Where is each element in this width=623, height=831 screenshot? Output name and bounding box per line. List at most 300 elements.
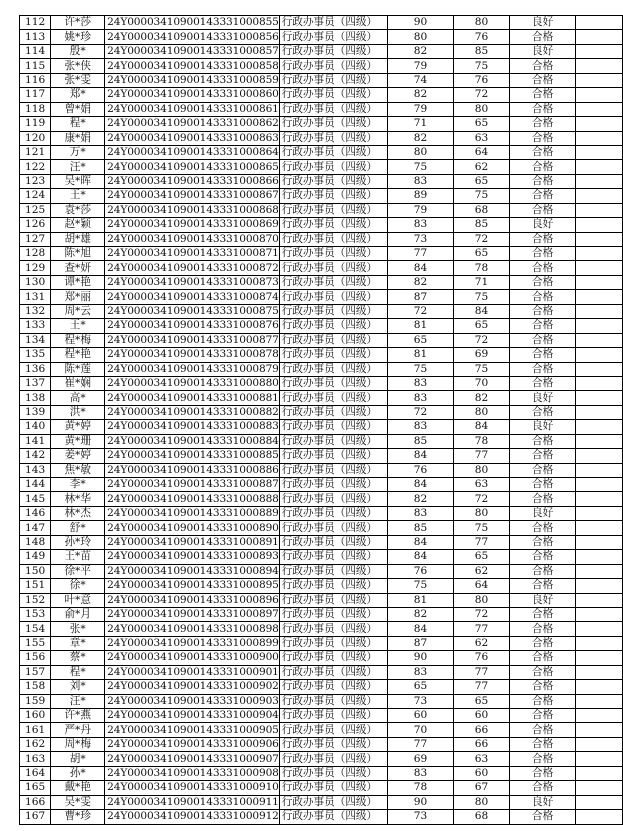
- serial-cell: 145: [20, 492, 51, 506]
- certificate-number-cell: 24Y00003410900143331000899: [105, 636, 280, 650]
- theory-score-cell: 80: [388, 145, 454, 159]
- name-cell: 李*: [51, 478, 105, 492]
- theory-score-cell: 90: [388, 16, 454, 30]
- certificate-number-cell: 24Y00003410900143331000861: [105, 102, 280, 116]
- certificate-number-cell: 24Y00003410900143331000870: [105, 232, 280, 246]
- remark-cell: [576, 117, 623, 131]
- grade-cell: 合格: [509, 636, 576, 650]
- score-table: [19, 15, 623, 825]
- table-row: [20, 145, 623, 159]
- certificate-number-cell: 24Y00003410900143331000877: [105, 333, 280, 347]
- table-row: [20, 304, 623, 318]
- certificate-number-cell: 24Y00003410900143331000876: [105, 319, 280, 333]
- certificate-number-cell: 24Y00003410900143331000895: [105, 579, 280, 593]
- theory-score-cell: 87: [388, 636, 454, 650]
- grade-cell: 合格: [509, 131, 576, 145]
- remark-cell: [576, 680, 623, 694]
- grade-cell: 合格: [509, 709, 576, 723]
- occupation-level-cell: 行政办事员（四级）: [279, 203, 387, 217]
- occupation-level-cell: 行政办事员（四级）: [279, 564, 387, 578]
- remark-cell: [576, 333, 623, 347]
- remark-cell: [576, 16, 623, 30]
- theory-score-cell: 65: [388, 680, 454, 694]
- score-table-body: [20, 16, 623, 825]
- theory-score-cell: 76: [388, 463, 454, 477]
- occupation-level-cell: 行政办事员（四级）: [279, 73, 387, 87]
- serial-cell: 139: [20, 405, 51, 419]
- theory-score-cell: 71: [388, 117, 454, 131]
- practical-score-cell: 78: [454, 261, 510, 275]
- serial-cell: 137: [20, 376, 51, 390]
- remark-cell: [576, 189, 623, 203]
- table-row: [20, 160, 623, 174]
- name-cell: 蔡*: [51, 651, 105, 665]
- theory-score-cell: 84: [388, 622, 454, 636]
- serial-cell: 141: [20, 434, 51, 448]
- occupation-level-cell: 行政办事员（四级）: [279, 131, 387, 145]
- practical-score-cell: 77: [454, 622, 510, 636]
- certificate-number-cell: 24Y00003410900143331000872: [105, 261, 280, 275]
- serial-cell: 165: [20, 781, 51, 795]
- table-row: [20, 261, 623, 275]
- certificate-number-cell: 24Y00003410900143331000911: [105, 795, 280, 809]
- name-cell: 林*杰: [51, 506, 105, 520]
- occupation-level-cell: 行政办事员（四级）: [279, 622, 387, 636]
- serial-cell: 124: [20, 189, 51, 203]
- occupation-level-cell: 行政办事员（四级）: [279, 737, 387, 751]
- name-cell: 曹*珍: [51, 810, 105, 824]
- theory-score-cell: 75: [388, 362, 454, 376]
- theory-score-cell: 83: [388, 420, 454, 434]
- name-cell: 严*丹: [51, 723, 105, 737]
- remark-cell: [576, 492, 623, 506]
- remark-cell: [576, 723, 623, 737]
- remark-cell: [576, 160, 623, 174]
- name-cell: 舒*: [51, 521, 105, 535]
- serial-cell: 151: [20, 579, 51, 593]
- serial-cell: 115: [20, 59, 51, 73]
- remark-cell: [576, 521, 623, 535]
- remark-cell: [576, 752, 623, 766]
- name-cell: 殷*: [51, 44, 105, 58]
- certificate-number-cell: 24Y00003410900143331000869: [105, 218, 280, 232]
- grade-cell: 合格: [509, 73, 576, 87]
- table-row: [20, 434, 623, 448]
- name-cell: 程*艳: [51, 348, 105, 362]
- name-cell: 赵*颖: [51, 218, 105, 232]
- serial-cell: 132: [20, 304, 51, 318]
- practical-score-cell: 71: [454, 275, 510, 289]
- theory-score-cell: 87: [388, 290, 454, 304]
- name-cell: 郑*丽: [51, 290, 105, 304]
- theory-score-cell: 83: [388, 376, 454, 390]
- table-row: [20, 30, 623, 44]
- occupation-level-cell: 行政办事员（四级）: [279, 593, 387, 607]
- theory-score-cell: 81: [388, 319, 454, 333]
- practical-score-cell: 75: [454, 521, 510, 535]
- grade-cell: 合格: [509, 88, 576, 102]
- theory-score-cell: 83: [388, 391, 454, 405]
- certificate-number-cell: 24Y00003410900143331000864: [105, 145, 280, 159]
- table-row: [20, 333, 623, 347]
- remark-cell: [576, 550, 623, 564]
- theory-score-cell: 84: [388, 535, 454, 549]
- occupation-level-cell: 行政办事员（四级）: [279, 218, 387, 232]
- grade-cell: 合格: [509, 781, 576, 795]
- name-cell: 万*: [51, 145, 105, 159]
- table-row: [20, 102, 623, 116]
- certificate-number-cell: 24Y00003410900143331000855: [105, 16, 280, 30]
- theory-score-cell: 72: [388, 405, 454, 419]
- theory-score-cell: 73: [388, 810, 454, 824]
- occupation-level-cell: 行政办事员（四级）: [279, 766, 387, 780]
- certificate-number-cell: 24Y00003410900143331000881: [105, 391, 280, 405]
- certificate-number-cell: 24Y00003410900143331000901: [105, 665, 280, 679]
- theory-score-cell: 81: [388, 593, 454, 607]
- practical-score-cell: 77: [454, 449, 510, 463]
- certificate-number-cell: 24Y00003410900143331000880: [105, 376, 280, 390]
- serial-cell: 112: [20, 16, 51, 30]
- serial-cell: 150: [20, 564, 51, 578]
- theory-score-cell: 83: [388, 218, 454, 232]
- remark-cell: [576, 376, 623, 390]
- serial-cell: 164: [20, 766, 51, 780]
- grade-cell: 良好: [509, 506, 576, 520]
- theory-score-cell: 77: [388, 247, 454, 261]
- occupation-level-cell: 行政办事员（四级）: [279, 391, 387, 405]
- table-row: [20, 376, 623, 390]
- table-row: [20, 232, 623, 246]
- certificate-number-cell: 24Y00003410900143331000868: [105, 203, 280, 217]
- table-row: [20, 290, 623, 304]
- certificate-number-cell: 24Y00003410900143331000875: [105, 304, 280, 318]
- grade-cell: 合格: [509, 145, 576, 159]
- table-row: [20, 521, 623, 535]
- practical-score-cell: 80: [454, 102, 510, 116]
- theory-score-cell: 90: [388, 651, 454, 665]
- name-cell: 陈*莲: [51, 362, 105, 376]
- serial-cell: 122: [20, 160, 51, 174]
- name-cell: 汪*: [51, 160, 105, 174]
- name-cell: 查*妍: [51, 261, 105, 275]
- theory-score-cell: 90: [388, 795, 454, 809]
- serial-cell: 152: [20, 593, 51, 607]
- name-cell: 孙*: [51, 766, 105, 780]
- occupation-level-cell: 行政办事员（四级）: [279, 810, 387, 824]
- grade-cell: 良好: [509, 16, 576, 30]
- certificate-number-cell: 24Y00003410900143331000866: [105, 174, 280, 188]
- serial-cell: 144: [20, 478, 51, 492]
- practical-score-cell: 75: [454, 189, 510, 203]
- remark-cell: [576, 304, 623, 318]
- grade-cell: 良好: [509, 795, 576, 809]
- grade-cell: 合格: [509, 232, 576, 246]
- practical-score-cell: 60: [454, 709, 510, 723]
- practical-score-cell: 80: [454, 506, 510, 520]
- name-cell: 郑*: [51, 88, 105, 102]
- remark-cell: [576, 434, 623, 448]
- occupation-level-cell: 行政办事员（四级）: [279, 694, 387, 708]
- theory-score-cell: 80: [388, 30, 454, 44]
- theory-score-cell: 60: [388, 709, 454, 723]
- grade-cell: 良好: [509, 391, 576, 405]
- table-row: [20, 117, 623, 131]
- name-cell: 黄*珊: [51, 434, 105, 448]
- remark-cell: [576, 449, 623, 463]
- theory-score-cell: 72: [388, 304, 454, 318]
- grade-cell: 合格: [509, 535, 576, 549]
- grade-cell: 合格: [509, 694, 576, 708]
- remark-cell: [576, 622, 623, 636]
- table-row: [20, 752, 623, 766]
- serial-cell: 134: [20, 333, 51, 347]
- table-row: [20, 651, 623, 665]
- practical-score-cell: 85: [454, 44, 510, 58]
- remark-cell: [576, 218, 623, 232]
- grade-cell: 合格: [509, 622, 576, 636]
- serial-cell: 149: [20, 550, 51, 564]
- serial-cell: 162: [20, 737, 51, 751]
- theory-score-cell: 75: [388, 579, 454, 593]
- practical-score-cell: 65: [454, 174, 510, 188]
- practical-score-cell: 84: [454, 420, 510, 434]
- remark-cell: [576, 636, 623, 650]
- grade-cell: 合格: [509, 680, 576, 694]
- certificate-number-cell: 24Y00003410900143331000871: [105, 247, 280, 261]
- certificate-number-cell: 24Y00003410900143331000902: [105, 680, 280, 694]
- certificate-number-cell: 24Y00003410900143331000907: [105, 752, 280, 766]
- grade-cell: 良好: [509, 44, 576, 58]
- name-cell: 程*: [51, 665, 105, 679]
- certificate-number-cell: 24Y00003410900143331000858: [105, 59, 280, 73]
- grade-cell: 合格: [509, 651, 576, 665]
- grade-cell: 合格: [509, 550, 576, 564]
- name-cell: 孙*玲: [51, 535, 105, 549]
- practical-score-cell: 64: [454, 579, 510, 593]
- theory-score-cell: 82: [388, 275, 454, 289]
- remark-cell: [576, 564, 623, 578]
- grade-cell: 合格: [509, 737, 576, 751]
- table-row: [20, 16, 623, 30]
- practical-score-cell: 65: [454, 117, 510, 131]
- name-cell: 谭*艳: [51, 275, 105, 289]
- grade-cell: 良好: [509, 420, 576, 434]
- remark-cell: [576, 420, 623, 434]
- table-row: [20, 579, 623, 593]
- name-cell: 康*娟: [51, 131, 105, 145]
- serial-cell: 113: [20, 30, 51, 44]
- grade-cell: 合格: [509, 362, 576, 376]
- grade-cell: 合格: [509, 102, 576, 116]
- theory-score-cell: 74: [388, 73, 454, 87]
- occupation-level-cell: 行政办事员（四级）: [279, 275, 387, 289]
- serial-cell: 142: [20, 449, 51, 463]
- grade-cell: 合格: [509, 30, 576, 44]
- grade-cell: 合格: [509, 304, 576, 318]
- grade-cell: 合格: [509, 203, 576, 217]
- remark-cell: [576, 261, 623, 275]
- occupation-level-cell: 行政办事员（四级）: [279, 88, 387, 102]
- practical-score-cell: 64: [454, 145, 510, 159]
- name-cell: 姚*珍: [51, 30, 105, 44]
- grade-cell: 合格: [509, 449, 576, 463]
- remark-cell: [576, 73, 623, 87]
- occupation-level-cell: 行政办事员（四级）: [279, 651, 387, 665]
- serial-cell: 126: [20, 218, 51, 232]
- occupation-level-cell: 行政办事员（四级）: [279, 463, 387, 477]
- table-row: [20, 189, 623, 203]
- remark-cell: [576, 30, 623, 44]
- grade-cell: 合格: [509, 564, 576, 578]
- practical-score-cell: 72: [454, 88, 510, 102]
- practical-score-cell: 68: [454, 203, 510, 217]
- remark-cell: [576, 607, 623, 621]
- table-row: [20, 492, 623, 506]
- practical-score-cell: 76: [454, 651, 510, 665]
- theory-score-cell: 85: [388, 434, 454, 448]
- occupation-level-cell: 行政办事员（四级）: [279, 102, 387, 116]
- serial-cell: 128: [20, 247, 51, 261]
- remark-cell: [576, 579, 623, 593]
- serial-cell: 118: [20, 102, 51, 116]
- certificate-number-cell: 24Y00003410900143331000884: [105, 434, 280, 448]
- table-row: [20, 73, 623, 87]
- practical-score-cell: 80: [454, 795, 510, 809]
- remark-cell: [576, 478, 623, 492]
- occupation-level-cell: 行政办事员（四级）: [279, 434, 387, 448]
- remark-cell: [576, 709, 623, 723]
- name-cell: 许*燕: [51, 709, 105, 723]
- theory-score-cell: 84: [388, 261, 454, 275]
- practical-score-cell: 65: [454, 319, 510, 333]
- remark-cell: [576, 651, 623, 665]
- serial-cell: 123: [20, 174, 51, 188]
- table-row: [20, 478, 623, 492]
- certificate-number-cell: 24Y00003410900143331000896: [105, 593, 280, 607]
- table-row: [20, 680, 623, 694]
- remark-cell: [576, 275, 623, 289]
- table-row: [20, 405, 623, 419]
- serial-cell: 159: [20, 694, 51, 708]
- occupation-level-cell: 行政办事员（四级）: [279, 160, 387, 174]
- certificate-number-cell: 24Y00003410900143331000910: [105, 781, 280, 795]
- remark-cell: [576, 810, 623, 824]
- occupation-level-cell: 行政办事员（四级）: [279, 44, 387, 58]
- occupation-level-cell: 行政办事员（四级）: [279, 333, 387, 347]
- certificate-number-cell: 24Y00003410900143331000906: [105, 737, 280, 751]
- name-cell: 叶*意: [51, 593, 105, 607]
- grade-cell: 合格: [509, 319, 576, 333]
- table-row: [20, 709, 623, 723]
- certificate-number-cell: 24Y00003410900143331000890: [105, 521, 280, 535]
- table-row: [20, 391, 623, 405]
- name-cell: 许*莎: [51, 16, 105, 30]
- serial-cell: 143: [20, 463, 51, 477]
- theory-score-cell: 83: [388, 766, 454, 780]
- name-cell: 陈*旭: [51, 247, 105, 261]
- serial-cell: 135: [20, 348, 51, 362]
- serial-cell: 160: [20, 709, 51, 723]
- name-cell: 俞*月: [51, 607, 105, 621]
- table-row: [20, 766, 623, 780]
- practical-score-cell: 63: [454, 131, 510, 145]
- practical-score-cell: 60: [454, 766, 510, 780]
- remark-cell: [576, 290, 623, 304]
- certificate-number-cell: 24Y00003410900143331000889: [105, 506, 280, 520]
- name-cell: 胡*雄: [51, 232, 105, 246]
- practical-score-cell: 72: [454, 232, 510, 246]
- serial-cell: 129: [20, 261, 51, 275]
- remark-cell: [576, 463, 623, 477]
- remark-cell: [576, 535, 623, 549]
- theory-score-cell: 84: [388, 449, 454, 463]
- occupation-level-cell: 行政办事员（四级）: [279, 665, 387, 679]
- certificate-number-cell: 24Y00003410900143331000893: [105, 550, 280, 564]
- occupation-level-cell: 行政办事员（四级）: [279, 59, 387, 73]
- serial-cell: 121: [20, 145, 51, 159]
- name-cell: 张*侠: [51, 59, 105, 73]
- table-row: [20, 218, 623, 232]
- practical-score-cell: 62: [454, 160, 510, 174]
- table-row: [20, 795, 623, 809]
- table-row: [20, 665, 623, 679]
- theory-score-cell: 65: [388, 333, 454, 347]
- table-row: [20, 636, 623, 650]
- certificate-number-cell: 24Y00003410900143331000883: [105, 420, 280, 434]
- occupation-level-cell: 行政办事员（四级）: [279, 145, 387, 159]
- remark-cell: [576, 88, 623, 102]
- table-row: [20, 593, 623, 607]
- practical-score-cell: 80: [454, 405, 510, 419]
- practical-score-cell: 65: [454, 694, 510, 708]
- remark-cell: [576, 44, 623, 58]
- practical-score-cell: 75: [454, 290, 510, 304]
- occupation-level-cell: 行政办事员（四级）: [279, 174, 387, 188]
- serial-cell: 117: [20, 88, 51, 102]
- practical-score-cell: 63: [454, 478, 510, 492]
- table-row: [20, 44, 623, 58]
- name-cell: 吴*雯: [51, 795, 105, 809]
- name-cell: 徐*平: [51, 564, 105, 578]
- practical-score-cell: 76: [454, 30, 510, 44]
- theory-score-cell: 82: [388, 131, 454, 145]
- certificate-number-cell: 24Y00003410900143331000873: [105, 275, 280, 289]
- practical-score-cell: 82: [454, 391, 510, 405]
- name-cell: 刘*: [51, 680, 105, 694]
- practical-score-cell: 84: [454, 304, 510, 318]
- theory-score-cell: 73: [388, 694, 454, 708]
- occupation-level-cell: 行政办事员（四级）: [279, 449, 387, 463]
- practical-score-cell: 80: [454, 463, 510, 477]
- practical-score-cell: 66: [454, 723, 510, 737]
- theory-score-cell: 85: [388, 521, 454, 535]
- name-cell: 崔*娴: [51, 376, 105, 390]
- grade-cell: 合格: [509, 478, 576, 492]
- serial-cell: 161: [20, 723, 51, 737]
- grade-cell: 合格: [509, 160, 576, 174]
- occupation-level-cell: 行政办事员（四级）: [279, 478, 387, 492]
- serial-cell: 156: [20, 651, 51, 665]
- grade-cell: 合格: [509, 261, 576, 275]
- serial-cell: 154: [20, 622, 51, 636]
- practical-score-cell: 62: [454, 564, 510, 578]
- certificate-number-cell: 24Y00003410900143331000903: [105, 694, 280, 708]
- name-cell: 黄*婷: [51, 420, 105, 434]
- table-row: [20, 607, 623, 621]
- grade-cell: 合格: [509, 247, 576, 261]
- remark-cell: [576, 59, 623, 73]
- serial-cell: 130: [20, 275, 51, 289]
